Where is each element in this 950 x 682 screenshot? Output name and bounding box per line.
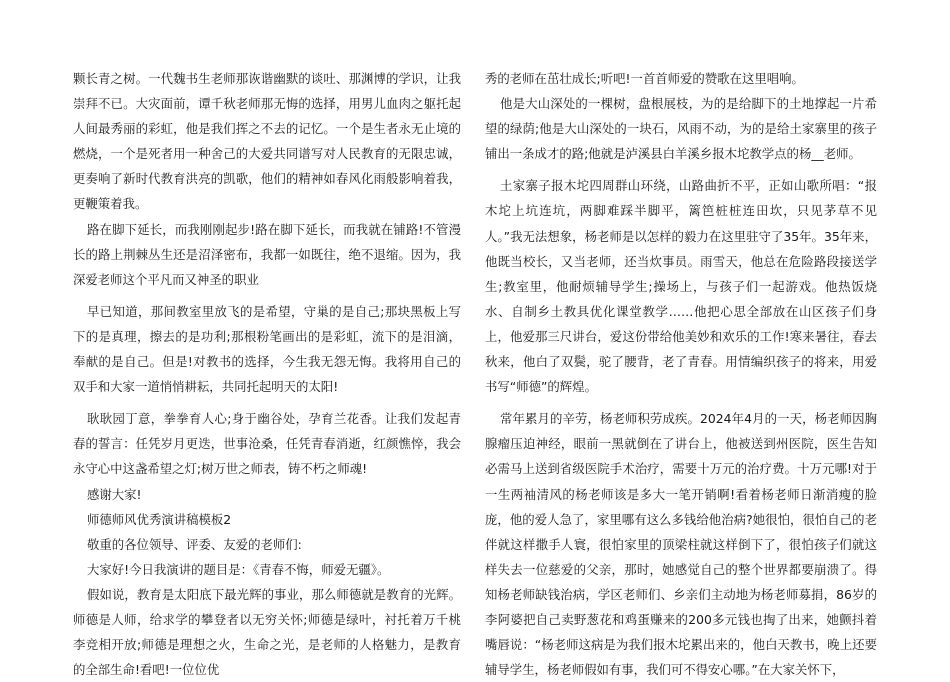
- paragraph-youth-oath: 耿耿园丁意，拳拳育人心;身于幽谷处，孕育兰花香。让我们发起青春的誓言：任凭岁月更迭，世事沧桑，任凭青春消逝，红颜憔悴，我会永守心中这盏希望之灯;树万世之师表，铸不朽之师魂!: [73, 411, 461, 477]
- salutation: 敬重的各位领导、评委、友爱的老师们:: [87, 536, 302, 552]
- closing-thanks: 感谢大家!: [87, 486, 142, 502]
- paragraph-classroom-hope: 早已知道，那间教室里放飞的是希望，守巢的是自己;那块黑板上写下的是真理，擦去的是功利;那根粉笔画出的是彩虹，流下的是泪滴，奉献的是自己。但是!对教书的选择，今生我无怨无悔。我将用自己的双手和大家一道悄悄耕耘，共同托起明天的太阳!: [73, 303, 461, 395]
- paragraph-illness-donation: 常年累月的辛劳，杨老师积劳成疾。2024年4月的一天，杨老师因胸腺瘤压迫神经，眼前一黑就倒在了讲台上，他被送到州医院，医生告知必需马上送到省级医院手术治疗，需要十万元的治疗费。十万元哪!对于一生两袖清风的杨老师该是多大一笔开销啊!看着杨老师日渐消瘦的脸庞，他的爱人急了，家里哪有这么多钱给他治病?她很怕，很怕自己的老伴就这样撒手人寰，很怕家里的顶梁柱就这样倒下了，很怕孩子们就这样失去一位慈爱的父亲，那时，她感觉自己的整个世界都要崩溃了。得知杨老师缺钱治病，学区老师们、乡亲们主动地为杨老师募捐，86岁的李阿婆把自己卖野葱花和鸡蛋赚来的200多元钱也掏了出来，她颤抖着嘴唇说：“杨老师这病是为我们报木坨累出来的，他白天教书，晚上还要辅导学生，杨老师假如有事，我们可不得安心哪。”在大家关怀下，: [485, 411, 877, 678]
- paragraph-teacher-ethics: 假如说，教育是太阳底下最光辉的事业，那么师德就是教育的光辉。师德是人师，给求学的攀登者以无穷关怀;师德是绿叶，衬托着万千桃李竞相开放;师德是理想之火，生命之光，是老师的人格魅力，是教育的全部生命!看吧!一位位优: [73, 586, 461, 678]
- section-heading: 师德师风优秀演讲稿模板2: [87, 511, 232, 527]
- paragraph-village-school: 土家寨子报木坨四周群山环绕，山路曲折不平，正如山歌所唱：“报木坨上坑连坑，两脚难踩半脚平，篱笆桩桩连田坎，只见茅草不见人。”我无法想象，杨老师是以怎样的毅力在这里驻守了35年。35年来，他既当校长，又当老师，还当炊事员。雨雪天，他总在危险路段接送学生;教室里，他耐烦辅导学生;操场上，与孩子们一起游戏。他热饭烧水、自制乡土教具优化课堂教学……他把心思全部放在山区孩子们身上，他爱那三尺讲台，爱这份带给他美妙和欢乐的工作!寒来暑往，春去秋来，他白了双鬓，驼了腰背，老了青春。用情编织孩子的将来，用爱书写“师德”的辉煌。: [485, 178, 877, 395]
- right-column: [485, 66, 877, 682]
- paragraph-mountain-tree: 他是大山深处的一棵树，盘根展枝，为的是给脚下的土地撑起一片希望的绿荫;他是大山深处的一块石，风雨不动，为的是给土家寨里的孩子铺出一条成才的路;他就是泸溪县白羊溪乡报木坨教学点的杨__老师。: [485, 96, 877, 162]
- left-column: [73, 66, 461, 682]
- paragraph-continuation: 秀的老师在茁壮成长;听吧!一首首师爱的赞歌在这里唱响。: [485, 71, 804, 86]
- paragraph-exemplary-teachers: 颗长青之树。一代魏书生老师那诙谐幽默的谈吐、那渊博的学识，让我崇拜不已。大灾面前，谭千秋老师那无悔的选择，用男儿血肉之躯托起人间最秀丽的彩虹，他是我们挥之不去的记忆。一个是生者永无止境的燃烧，一个是死者用一种舍己的大爱共同谱写对人民教育的无限忠诚，更奏响了新时代教育洪亮的凯歌，他们的精神如春风化雨般影响着我，更鞭策着我。: [73, 71, 461, 212]
- paragraph-road-ahead: 路在脚下延长，而我刚刚起步!路在脚下延长，而我就在铺路!不管漫长的路上荆棘丛生还是沼泽密布，我都一如既往，绝不退缩。因为，我深爱老师这个平凡而又神圣的职业: [73, 221, 461, 287]
- speech-title-intro: 大家好!今日我演讲的题目是：《青春不悔，师爱无疆》。: [87, 561, 390, 577]
